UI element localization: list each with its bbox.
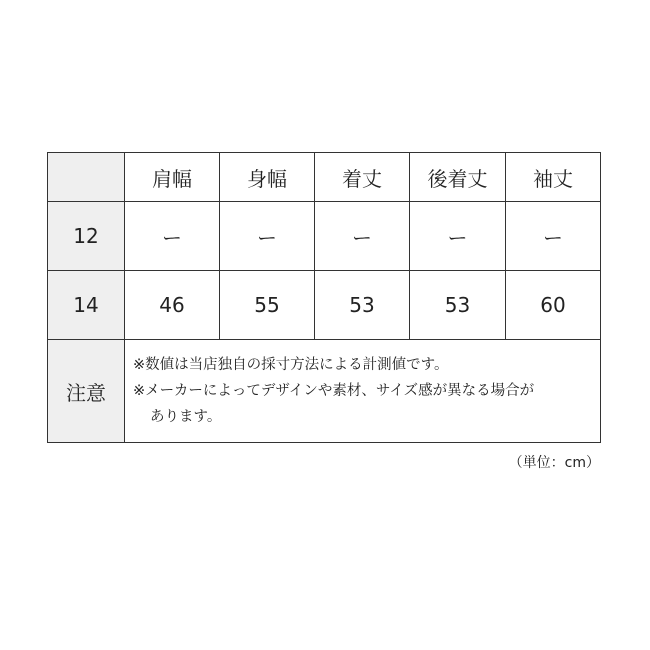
note-label: 注意 (48, 340, 125, 443)
table-cell: 53 (315, 271, 410, 340)
table-cell: ー (410, 202, 506, 271)
unit-label: （単位：cm） (508, 455, 600, 471)
table-row (48, 202, 601, 271)
table-cell: ー (506, 202, 601, 271)
column-header-shoulder: 肩幅 (125, 153, 220, 202)
note-line: ※数値は当店独自の採寸方法による計測値です。 (133, 357, 449, 373)
column-header-sleeve: 袖丈 (506, 153, 601, 202)
table-cell: ー (125, 202, 220, 271)
column-header-length: 着丈 (315, 153, 410, 202)
note-line: ※メーカーによってデザインや素材、サイズ感が異なる場合が (133, 383, 535, 399)
size-table (47, 152, 601, 443)
header-row (48, 153, 601, 202)
table-cell: 60 (506, 271, 601, 340)
table-cell: ー (315, 202, 410, 271)
table-cell: 46 (125, 271, 220, 340)
table-cell: 53 (410, 271, 506, 340)
size-label: 14 (48, 271, 125, 340)
table-row (48, 271, 601, 340)
column-header-back-length: 後着丈 (410, 153, 506, 202)
note-text (125, 340, 601, 443)
corner-cell (48, 153, 125, 202)
table-cell: 55 (220, 271, 315, 340)
size-label: 12 (48, 202, 125, 271)
column-header-chest: 身幅 (220, 153, 315, 202)
note-line: あります。 (150, 409, 222, 425)
table-cell: ー (220, 202, 315, 271)
note-row (48, 340, 601, 443)
